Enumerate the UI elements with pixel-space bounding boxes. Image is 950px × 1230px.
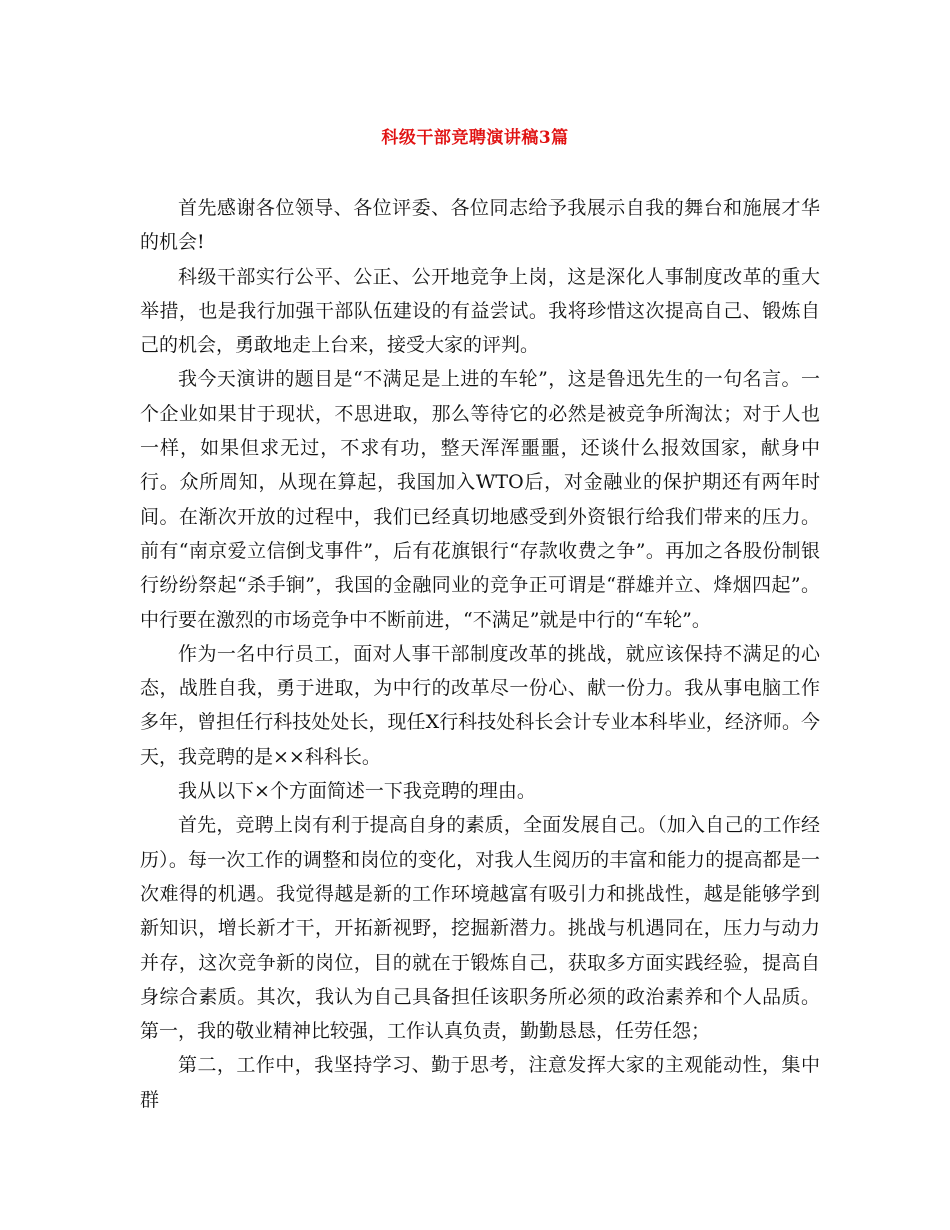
paragraph: 第二，工作中，我坚持学习、勤于思考，注意发挥大家的主观能动性，集中群 [140,1054,820,1111]
paragraph: 首先感谢各位领导、各位评委、各位同志给予我展示自我的舞台和施展才华的机会! [140,197,820,254]
paragraph: 我今天演讲的题目是“不满足是上进的车轮”，这是鲁迅先生的一句名言。一个企业如果甘于现状，不思进取，那么等待它的必然是被竞争所淘汰；对于人也一样，如果但求无过，不求有功，整天浑浑噩噩，还谈什么报效国家，献身中行。众所周知，从现在算起，我国加入WTO后，对金融业的保护期还有两年时间。在渐次开放的过程中，我们已经真切地感受到外资银行给我们带来的压力。前有“南京爱立信倒戈事件”，后有花旗银行“存款收费之争”。再加之各股份制银行纷纷祭起“杀手锏”，我国的金融同业的竞争正可谓是“群雄并立、烽烟四起”。中行要在激烈的市场竞争中不断前进，“不满足”就是中行的“车轮”。 [140,368,820,631]
document-title: 科级干部竞聘演讲稿3篇 [381,128,569,148]
paragraph: 科级干部实行公平、公正、公开地竞争上岗，这是深化人事制度改革的重大举措，也是我行加强干部队伍建设的有益尝试。我将珍惜这次提高自己、锻炼自己的机会，勇敢地走上台来，接受大家的评判。 [140,265,820,357]
document-body [140,191,820,1117]
paragraph: 首先，竞聘上岗有利于提高自身的素质，全面发展自己。（加入自己的工作经历）。每一次工作的调整和岗位的变化，对我人生阅历的丰富和能力的提高都是一次难得的机遇。我觉得越是新的工作环境越富有吸引力和挑战性，越是能够学到新知识，增长新才干，开拓新视野，挖掘新潜力。挑战与机遇同在，压力与动力并存，这次竞争新的岗位，目的就在于锻炼自己，获取多方面实践经验，提高自身综合素质。其次，我认为自己具备担任该职务所必须的政治素养和个人品质。第一，我的敬业精神比较强，工作认真负责，勤勤恳恳，任劳任怨； [140,814,820,1043]
paragraph: 作为一名中行员工，面对人事干部制度改革的挑战，就应该保持不满足的心态，战胜自我，勇于进取，为中行的改革尽一份心、献一份力。我从事电脑工作多年，曾担任行科技处处长，现任X行科技处科长会计专业本科毕业，经济师。今天，我竞聘的是××科科长。 [140,642,820,768]
paragraph: 我从以下×个方面简述一下我竞聘的理由。 [178,780,536,803]
